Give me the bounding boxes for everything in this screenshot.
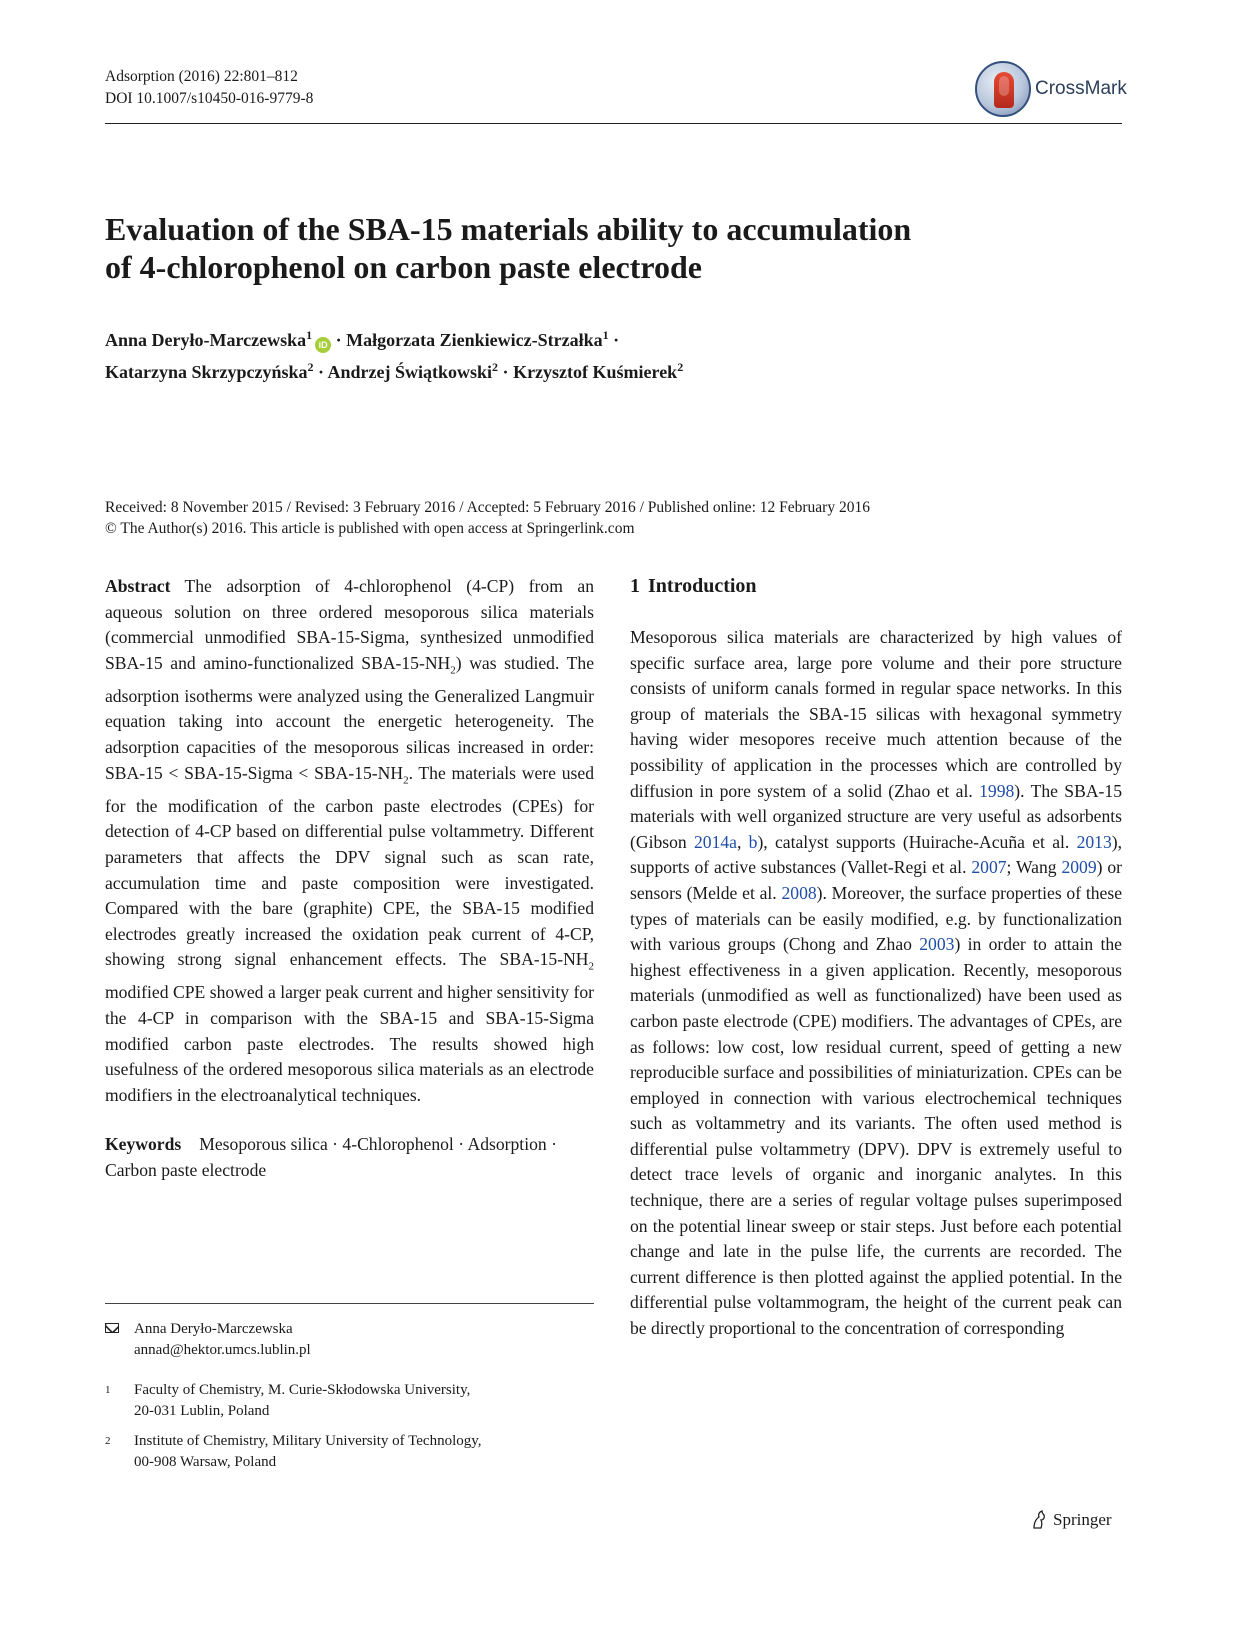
citation-link[interactable]: 2003 bbox=[919, 934, 955, 955]
abstract-column bbox=[105, 574, 594, 1184]
section-title: Introduction bbox=[648, 575, 757, 597]
citation-link[interactable]: b bbox=[748, 831, 758, 852]
abstract-label: Abstract bbox=[105, 576, 171, 596]
abstract-text: ) was studied. The adsorption isotherms were analyzed using the Generalized Langmuir equation taking into account the energetic heterogeneity. The adsorption capacities of the mesoporous silicas increased in order: SBA-15 < SBA-15-Sigma < SBA-15-NH bbox=[105, 652, 594, 783]
author-name[interactable]: Małgorzata Zienkiewicz-Strzałka bbox=[346, 330, 603, 350]
body-text: Mesoporous silica materials are characterized by high values of specific surface area, large pore volume and their pore structure consists of uniform canals formed in regular space networks. In this group of materials the SBA-15 silicas with hexagonal symmetry having wider mesopores receive much attention because of the possibility of application in the processes which are controlled by diffusion in pore system of a solid (Zhao et al. bbox=[630, 627, 1122, 801]
subscript: 2 bbox=[450, 664, 456, 677]
citation-link[interactable]: 2013 bbox=[1076, 831, 1112, 852]
publication-dates: Received: 8 November 2015 / Revised: 3 February 2016 / Accepted: 5 February 2016 / Published online: 12 February 2016 bbox=[105, 499, 870, 516]
author-name[interactable]: Krzysztof Kuśmierek bbox=[513, 362, 678, 382]
journal-citation: Adsorption (2016) 22:801–812 bbox=[105, 68, 298, 85]
abstract bbox=[105, 574, 594, 1108]
citation-link[interactable]: 1998 bbox=[979, 780, 1015, 801]
contact-email[interactable]: annad@hektor.umcs.lublin.pl bbox=[134, 1342, 311, 1358]
affiliation-text bbox=[134, 1431, 482, 1473]
abstract-text: . The materials were used for the modification of the carbon paste electrodes (CPEs) for detection of 4-CP based on differential pulse voltammetry. Different parameters that affects the DPV signal such as scan rate, accumulation time and paste composition were investigated. Compared with the bare (graphite) CPE, the SBA-15 modified electrodes greatly increased the oxidation peak current of 4-CP, showing strong signal enhancement effects. The SBA-15-NH bbox=[105, 762, 594, 970]
body-text: ). The SBA-15 materials with well organized structure are very useful as adsorbents (Gibson bbox=[630, 780, 1122, 852]
abstract-text: The adsorption of 4-chlorophenol (4-CP) from an aqueous solution on three ordered mesoporous silica materials (commercial unmodified SBA-15-Sigma, synthesized unmodified SBA-15 and amino-functionalized SBA-15-NH bbox=[105, 576, 594, 673]
corresponding-author bbox=[105, 1319, 594, 1361]
keywords-text: Mesoporous silica · 4-Chlorophenol · Adsorption · Carbon paste electrode bbox=[105, 1134, 557, 1181]
author-separator: · bbox=[335, 330, 342, 350]
author-list bbox=[105, 322, 1085, 386]
body-text: ) or sensors (Melde et al. bbox=[630, 857, 1123, 903]
affiliation-mark: 2 bbox=[105, 1435, 111, 1447]
copyright-notice: © The Author(s) 2016. This article is published with open access at Springerlink.com bbox=[105, 520, 635, 537]
article-title bbox=[105, 210, 1065, 286]
citation-link[interactable]: 2008 bbox=[781, 882, 817, 903]
section-number: 1 bbox=[630, 575, 640, 597]
body-text: ) in order to attain the highest effectiveness in a given application. Recently, mesoporous materials (unmodified as well as functionalized) have been used as carbon paste electrode (CPE) modifiers. The advantages of CPEs, are as follows: low cost, low residual current, speed of getting a new reproducible surface and possibilities of miniaturization. CPEs can be employed in connection with various electrochemical techniques such as voltammetry and its variants. The often used method is differential pulse voltammetry (DPV). DPV is extremely useful to detect trace levels of organic and inorganic analytes. In this technique, there are a series of regular voltage pulses superimposed on the potential linear sweep or stair steps. Just before each potential change and late in the pulse life, the currents are recorded. The current difference is then plotted against the applied potential. In the differential pulse voltammogram, the height of the current peak can be directly proportional to the concentration of corresponding bbox=[630, 934, 1122, 1339]
introduction-paragraph bbox=[630, 625, 1122, 1342]
orcid-icon[interactable]: iD bbox=[315, 337, 331, 353]
author-name[interactable]: Katarzyna Skrzypczyńska bbox=[105, 362, 308, 382]
citation-link[interactable]: 2007 bbox=[971, 857, 1007, 878]
affiliation-line: 20-031 Lublin, Poland bbox=[134, 1403, 270, 1419]
envelope-icon bbox=[105, 1323, 119, 1333]
keywords-label: Keywords bbox=[105, 1134, 182, 1155]
abstract-text: modified CPE showed a larger peak current and higher sensitivity for the 4-CP in comparison with the SBA-15 and SBA-15-Sigma modified carbon paste electrodes. The results showed high usefulness of the ordered mesoporous silica materials as an electrode modifiers in the electroanalytical techniques. bbox=[105, 982, 594, 1105]
contact-name: Anna Deryło-Marczewska bbox=[134, 1321, 293, 1337]
affiliation-line: Institute of Chemistry, Military University of Technology, bbox=[134, 1433, 482, 1449]
author-affiliation-mark: 2 bbox=[492, 360, 499, 374]
body-text: , bbox=[736, 831, 749, 852]
author-affiliation-mark: 1 bbox=[602, 328, 609, 342]
affiliation-line: Faculty of Chemistry, M. Curie-Skłodowska University, bbox=[134, 1382, 471, 1398]
author-affiliation-mark: 2 bbox=[307, 360, 314, 374]
crossmark-button[interactable] bbox=[975, 60, 1127, 118]
affiliation-mark: 1 bbox=[105, 1384, 111, 1396]
publisher-name: Springer bbox=[1053, 1510, 1112, 1529]
crossmark-label: CrossMark bbox=[1035, 78, 1127, 99]
doi[interactable]: DOI 10.1007/s10450-016-9779-8 bbox=[105, 90, 314, 107]
publisher-logo bbox=[1030, 1510, 1112, 1530]
journal-info bbox=[105, 66, 313, 110]
author-affiliation-mark: 2 bbox=[677, 360, 684, 374]
title-line-1: Evaluation of the SBA-15 materials ability to accumulation bbox=[105, 211, 912, 247]
body-text: ), catalyst supports (Huirache-Acuña et al. bbox=[757, 831, 1077, 852]
body-text: ), supports of active substances (Vallet-Regi et al. bbox=[630, 831, 1123, 878]
author-separator: · bbox=[502, 362, 509, 382]
introduction-column bbox=[630, 574, 1122, 1342]
author-separator: · bbox=[318, 362, 325, 382]
author-line-1 bbox=[105, 322, 1085, 354]
contact-block bbox=[134, 1319, 311, 1361]
affiliation-1 bbox=[105, 1380, 594, 1422]
affiliation-text bbox=[134, 1380, 470, 1422]
citation-link[interactable]: 2009 bbox=[1061, 857, 1097, 878]
author-separator: · bbox=[613, 330, 620, 350]
keywords bbox=[105, 1132, 594, 1183]
subscript: 2 bbox=[403, 774, 409, 787]
citation-link[interactable]: 2014a bbox=[693, 831, 737, 852]
title-line-2: of 4-chlorophenol on carbon paste electrode bbox=[105, 249, 702, 285]
footnote-rule bbox=[105, 1303, 594, 1304]
springer-horse-icon bbox=[1030, 1510, 1048, 1530]
author-name[interactable]: Anna Deryło-Marczewska bbox=[105, 330, 307, 350]
header-rule bbox=[105, 123, 1122, 124]
author-line-2 bbox=[105, 354, 1085, 386]
crossmark-icon bbox=[975, 61, 1031, 117]
body-text: ). Moreover, the surface properties of these types of materials can be easily modified, e.g. by functionalization with various groups (Chong and Zhao bbox=[630, 882, 1122, 955]
article-history bbox=[105, 497, 1125, 539]
author-name[interactable]: Andrzej Świątkowski bbox=[327, 362, 493, 382]
subscript: 2 bbox=[588, 960, 594, 973]
affiliation-2 bbox=[105, 1431, 594, 1473]
section-heading bbox=[630, 574, 1122, 599]
body-text: ; Wang bbox=[1006, 857, 1062, 878]
author-affiliation-mark: 1 bbox=[306, 328, 313, 342]
affiliation-line: 00-908 Warsaw, Poland bbox=[134, 1454, 277, 1470]
